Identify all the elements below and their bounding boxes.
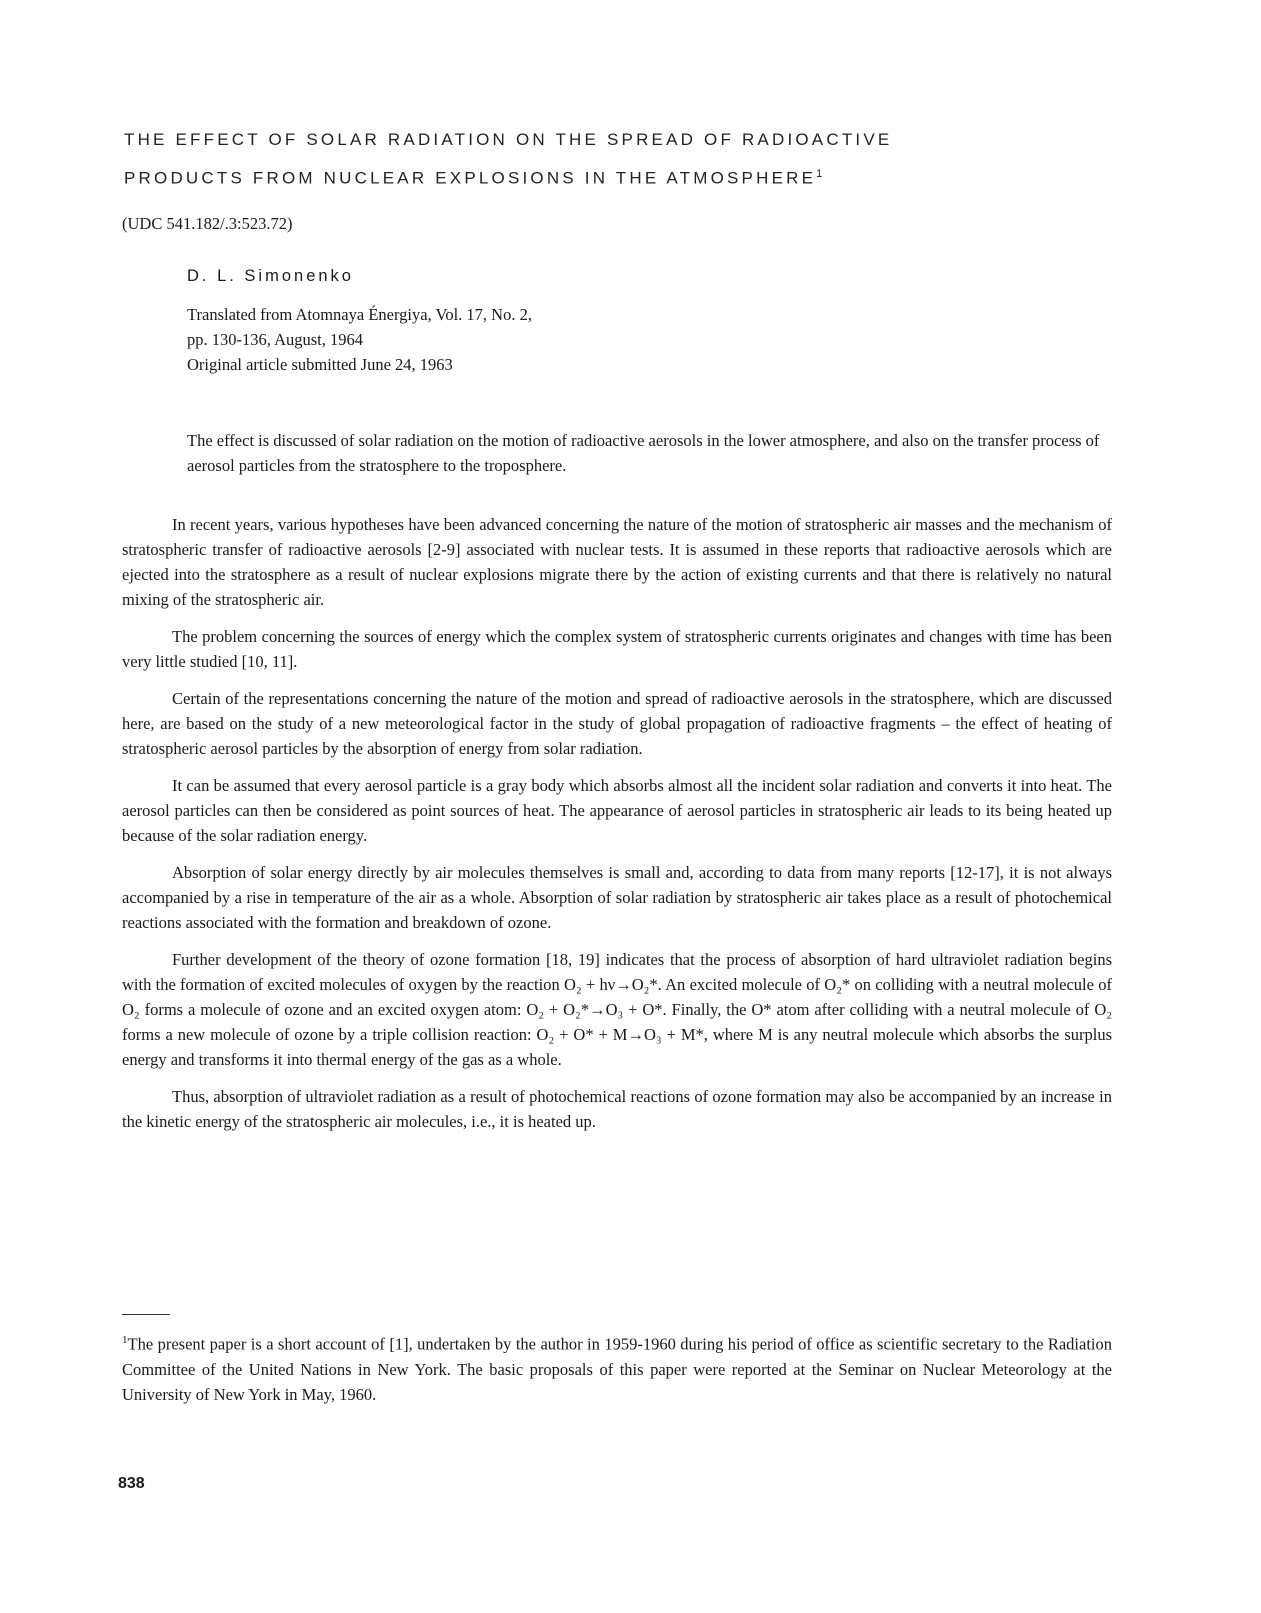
article-title-line-2-text: PRODUCTS FROM NUCLEAR EXPLOSIONS IN THE ATMOSPHERE: [124, 168, 817, 188]
footnote: [122, 1328, 1112, 1407]
body-paragraph: Thus, absorption of ultraviolet radiation as a result of photochemical reactions of ozone formation may also be accompanied by an increase in the kinetic energy of the stratospheric air molecules, i.e., it is heated up.: [122, 1087, 1112, 1131]
body-paragraph: In recent years, various hypotheses have been advanced concerning the nature of the motion of stratospheric air masses and the mechanism of stratospheric transfer of radioactive aerosols [2-9] associated with nuclear tests. It is assumed in these reports that radioactive aerosols which are ejected into the stratosphere as a result of nuclear explosions migrate there by the action of existing currents and that there is relatively no natural mixing of the stratospheric air.: [122, 515, 1112, 609]
translation-source-line-2: pp. 130-136, August, 1964: [187, 330, 364, 349]
article-body: [122, 512, 1112, 1146]
abstract: The effect is discussed of solar radiation on the motion of radioactive aerosols in the lower atmosphere, and also on the transfer process of aerosol particles from the stratosphere to the troposphere.: [187, 431, 1100, 475]
footnote-mark: 1: [122, 1334, 128, 1346]
body-paragraph: It can be assumed that every aerosol particle is a gray body which absorbs almost all the incident solar radiation and converts it into heat. The aerosol particles can then be considered as point sources of heat. The appearance of aerosol particles in stratospheric air leads to its being heated up because of the solar radiation energy.: [122, 776, 1112, 845]
article-title-line-1: THE EFFECT OF SOLAR RADIATION ON THE SPREAD OF RADIOACTIVE: [124, 130, 893, 149]
body-paragraph: Absorption of solar energy directly by air molecules themselves is small and, according to data from many reports [12-17], it is not always accompanied by a rise in temperature of the air as a whole. Absorption of solar radiation by stratospheric air takes place as a result of photochemical reactions associated with the formation and breakdown of ozone.: [122, 863, 1112, 932]
body-paragraph: The problem concerning the sources of energy which the complex system of stratospheric currents originates and changes with time has been very little studied [10, 11].: [122, 627, 1112, 671]
udc-code: (UDC 541.182/.3:523.72): [122, 214, 293, 233]
author-name: D. L. Simonenko: [187, 267, 354, 285]
footnote-text: The present paper is a short account of [1], undertaken by the author in 1959-1960 during his period of office as scientific secretary to the Radiation Committee of the United Nations in New York. The basic proposals of this paper were reported at the Seminar on Nuclear Meteorology at the University of New York in May, 1960.: [122, 1334, 1112, 1404]
body-paragraph: Certain of the representations concerning the nature of the motion and spread of radioactive aerosols in the stratosphere, which are discussed here, are based on the study of a new meteorological factor in the study of global propagation of radioactive fragments – the effect of heating of stratospheric aerosol particles by the absorption of energy from solar radiation.: [122, 689, 1112, 758]
translation-source-line-1: Translated from Atomnaya Énergiya, Vol. 17, No. 2,: [187, 305, 532, 324]
submission-date: Original article submitted June 24, 1963: [187, 355, 453, 374]
title-footnote-mark: 1: [816, 168, 823, 180]
page-number: 838: [118, 1475, 145, 1492]
article-title-line-2: [124, 168, 822, 189]
body-paragraph: Further development of the theory of ozone formation [18, 19] indicates that the process of absorption of hard ultraviolet radiation begins with the formation of excited molecules of oxygen by the reaction O₂ + hν→O₂*. An excited molecule of O₂* on colliding with a neutral molecule of O₂ forms a molecule of ozone and an excited oxygen atom: O₂ + O₂*→O₃ + O*. Finally, the O* atom after colliding with a neutral molecule of O₂ forms a new molecule of ozone by a triple collision reaction: O₂ + O* + M→O₃ + M*, where M is any neutral molecule which absorbs the surplus energy and transforms it into thermal energy of the gas as a whole.: [122, 950, 1112, 1069]
footnote-divider: [122, 1314, 170, 1315]
